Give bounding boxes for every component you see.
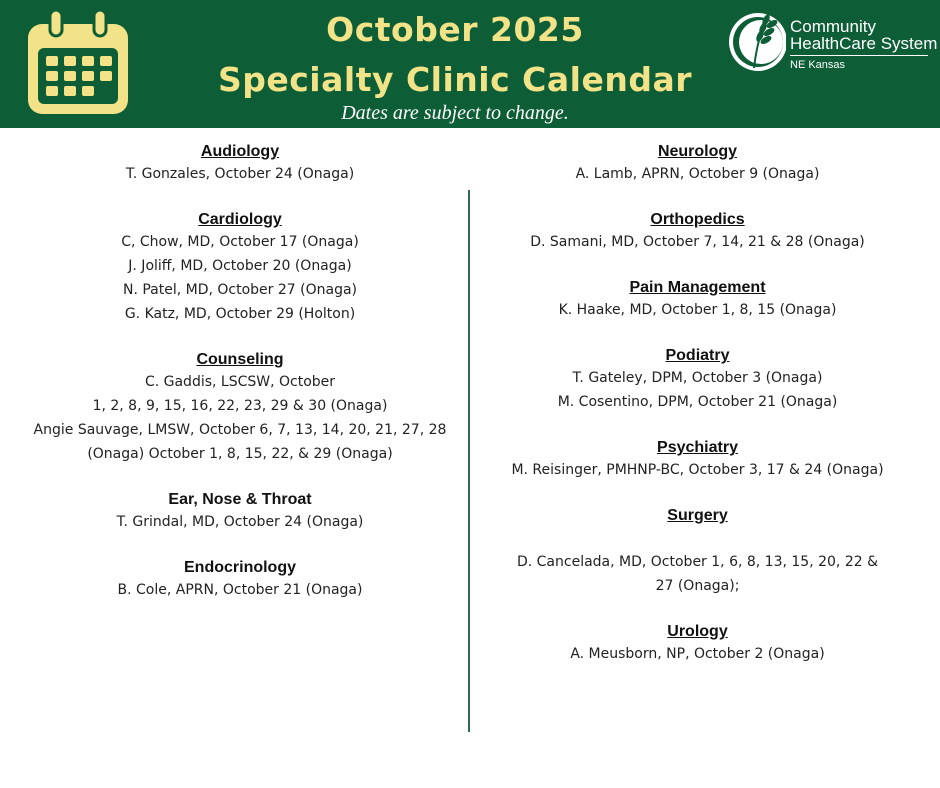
specialty-section-pain-management (470, 278, 925, 322)
specialty-heading-podiatry: Podiatry (665, 347, 730, 364)
provider-entry: J. Joliff, MD, October 20 (Onaga) (128, 258, 352, 274)
calendar-icon (22, 8, 134, 120)
specialty-heading-counseling: Counseling (196, 351, 284, 368)
logo-line-community: Community (790, 17, 876, 36)
disclaimer-text: Dates are subject to change. (341, 102, 569, 124)
specialty-heading-orthopedics: Orthopedics (650, 211, 745, 228)
provider-entry: A. Meusborn, NP, October 2 (Onaga) (570, 646, 825, 662)
specialty-heading-cardiology: Cardiology (198, 211, 282, 228)
specialty-heading-psychiatry: Psychiatry (657, 439, 738, 456)
wheat-logo-icon (728, 6, 786, 74)
specialty-section-urology (470, 622, 925, 666)
provider-entry: 27 (Onaga); (655, 578, 740, 594)
provider-entry: C, Chow, MD, October 17 (Onaga) (121, 234, 359, 250)
specialty-heading-surgery: Surgery (667, 507, 728, 524)
provider-entry: T. Grindal, MD, October 24 (Onaga) (116, 514, 364, 530)
blank-line (470, 526, 925, 550)
logo-line-healthcare: HealthCare System (790, 34, 938, 53)
specialty-section-cardiology (10, 210, 470, 326)
header-banner (0, 0, 940, 128)
right-column (470, 142, 925, 690)
provider-entry: Angie Sauvage, LMSW, October 6, 7, 13, 14, 20, 21, 27, 28 (33, 422, 447, 438)
specialty-heading-ent: Ear, Nose & Throat (168, 491, 312, 508)
specialty-section-neurology (470, 142, 925, 186)
specialty-section-endocrinology (10, 558, 470, 602)
specialty-heading-audiology: Audiology (200, 143, 280, 160)
specialty-section-surgery (470, 506, 925, 598)
organization-logo (728, 6, 938, 76)
provider-entry: 1, 2, 8, 9, 15, 16, 22, 23, 29 & 30 (Onaga) (92, 398, 388, 414)
specialty-section-ent (10, 490, 470, 534)
provider-entry: K. Haake, MD, October 1, 8, 15 (Onaga) (558, 302, 837, 318)
specialty-section-orthopedics (470, 210, 925, 254)
provider-entry: M. Cosentino, DPM, October 21 (Onaga) (557, 394, 838, 410)
specialty-section-audiology (10, 142, 470, 186)
provider-entry: C. Gaddis, LSCSW, October (144, 374, 336, 390)
provider-entry: D. Samani, MD, October 7, 14, 21 & 28 (Onaga) (530, 234, 865, 250)
provider-entry: (Onaga) October 1, 8, 15, 22, & 29 (Onaga) (87, 446, 393, 462)
specialty-heading-pain-management: Pain Management (629, 279, 766, 296)
specialty-heading-neurology: Neurology (657, 143, 738, 160)
provider-entry: D. Cancelada, MD, October 1, 6, 8, 13, 15, 20, 22 & (516, 554, 879, 570)
page-subtitle: Specialty Clinic Calendar (217, 60, 693, 99)
provider-entry: T. Gonzales, October 24 (Onaga) (125, 166, 355, 182)
left-column (10, 142, 470, 626)
provider-entry: G. Katz, MD, October 29 (Holton) (124, 306, 356, 322)
specialty-section-counseling (10, 350, 470, 466)
specialty-section-psychiatry (470, 438, 925, 482)
provider-entry: T. Gateley, DPM, October 3 (Onaga) (572, 370, 823, 386)
provider-entry: M. Reisinger, PMHNP-BC, October 3, 17 & 24 (Onaga) (511, 462, 884, 478)
logo-line-region: NE Kansas (790, 59, 846, 71)
specialty-section-podiatry (470, 346, 925, 414)
page-title: October 2025 (326, 10, 584, 49)
specialty-heading-endocrinology: Endocrinology (184, 559, 296, 576)
provider-entry: A. Lamb, APRN, October 9 (Onaga) (575, 166, 820, 182)
provider-entry: B. Cole, APRN, October 21 (Onaga) (117, 582, 363, 598)
specialty-heading-urology: Urology (667, 623, 728, 640)
logo-divider (790, 55, 928, 56)
provider-entry: N. Patel, MD, October 27 (Onaga) (122, 282, 358, 298)
